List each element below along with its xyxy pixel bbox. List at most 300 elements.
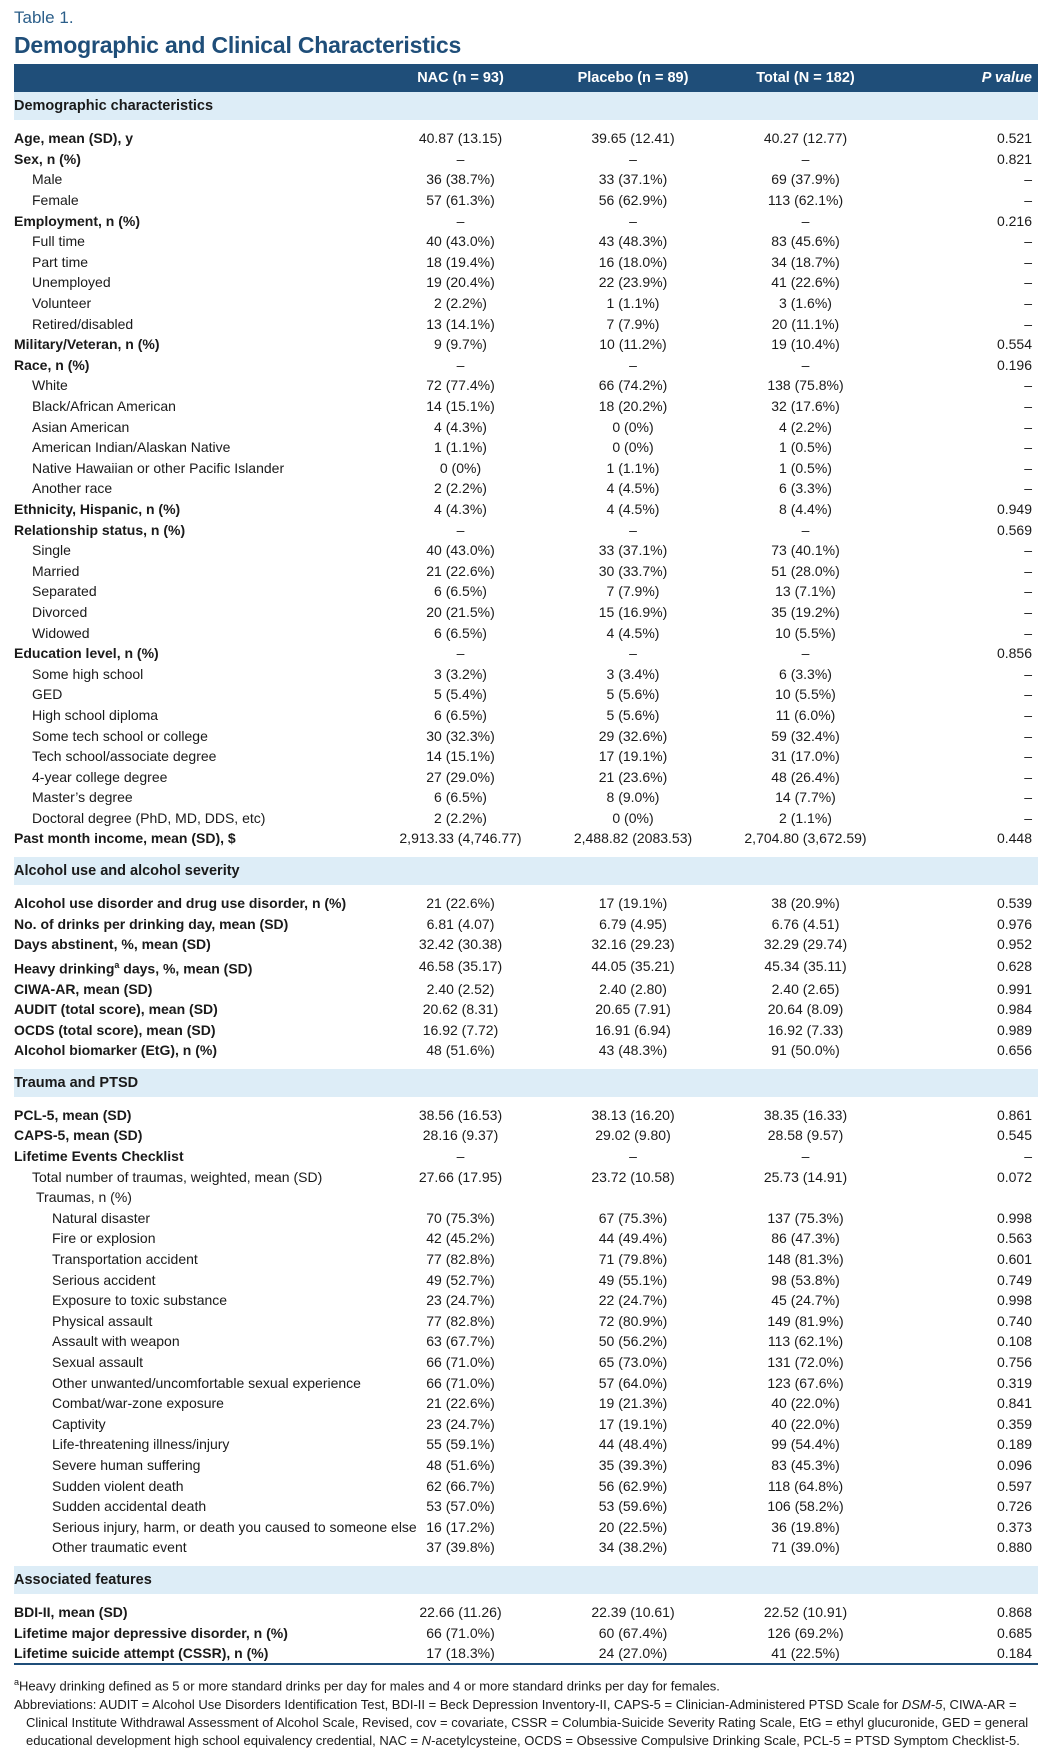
nac-value: 40.87 (13.15): [418, 130, 503, 147]
placebo-value: –: [629, 1148, 637, 1165]
placebo-value: 21 (23.6%): [598, 768, 668, 785]
row-label-text: Widowed: [32, 624, 90, 641]
p-value: 0.196: [996, 356, 1032, 373]
placebo-value: 33 (37.1%): [598, 171, 668, 188]
placebo-value: 0 (0%): [612, 439, 654, 456]
total-value: 40.27 (12.77): [763, 130, 848, 147]
table-row: [14, 478, 1038, 499]
characteristics-table: [14, 64, 1038, 1665]
nac-value: 21 (22.6%): [426, 895, 495, 912]
total-value: 113 (62.1%): [767, 192, 844, 209]
p-value: 0.373: [996, 1518, 1032, 1535]
table-row: [14, 128, 1038, 149]
nac-value: 48 (51.6%): [426, 1456, 495, 1473]
nac-value: 30 (32.3%): [426, 727, 495, 744]
table-row: [14, 978, 1038, 999]
table-row: [14, 519, 1038, 540]
placebo-value: 7 (7.9%): [606, 583, 660, 600]
placebo-value: –: [629, 521, 637, 538]
total-value: 10 (5.5%): [775, 624, 836, 641]
table-row: [14, 1602, 1038, 1623]
table-row: [14, 1434, 1038, 1455]
p-value: 0.554: [996, 336, 1032, 353]
row-label: [14, 766, 374, 787]
placebo-value: 50 (56.2%): [598, 1333, 668, 1350]
nac-value: 27 (29.0%): [426, 768, 495, 785]
row-label-text: Serious accident: [52, 1271, 156, 1288]
total-value: 138 (75.8%): [767, 377, 844, 394]
table-row: [14, 705, 1038, 726]
nac-value: 6.81 (4.07): [426, 915, 495, 932]
placebo-value: 23.72 (10.58): [591, 1168, 675, 1185]
row-label: [14, 602, 374, 623]
row-label-text: Race, n (%): [14, 356, 90, 373]
nac-value: 3 (3.2%): [434, 665, 487, 682]
placebo-value: 1 (1.1%): [606, 295, 660, 312]
row-label: [14, 293, 374, 314]
nac-value: 40 (43.0%): [426, 233, 495, 250]
p-value: 0.521: [996, 130, 1032, 147]
row-label-text: Education level, n (%): [14, 645, 159, 662]
p-value: –: [1024, 418, 1032, 435]
row-label: [14, 581, 374, 602]
total-value: 11 (6.0%): [775, 706, 836, 723]
placebo-value: 56 (62.9%): [598, 1477, 668, 1494]
row-label-text: Military/Veteran, n (%): [14, 336, 160, 353]
row-label: [14, 334, 374, 355]
row-label-text: Male: [32, 171, 63, 188]
total-value: 118 (64.8%): [767, 1477, 844, 1494]
section-header: [14, 92, 1038, 120]
total-value: 31 (17.0%): [771, 748, 840, 765]
nac-value: 23 (24.7%): [426, 1292, 495, 1309]
row-label: [14, 978, 374, 999]
p-value: 0.880: [996, 1539, 1032, 1556]
row-label-text: Life-threatening illness/injury: [52, 1436, 230, 1453]
p-value: 0.448: [996, 830, 1032, 847]
placebo-value: 0 (0%): [612, 418, 654, 435]
p-value: 0.601: [996, 1251, 1032, 1268]
row-label-text: Combat/war-zone exposure: [52, 1395, 224, 1412]
total-value: 20 (11.1%): [771, 315, 840, 332]
row-label-text: Past month income, mean (SD), $: [14, 830, 236, 847]
row-label: [14, 231, 374, 252]
total-value: –: [801, 645, 810, 662]
row-label-text: Tech school/associate degree: [32, 748, 217, 765]
row-label: [14, 787, 374, 808]
placebo-value: 22 (23.9%): [598, 274, 668, 291]
total-value: 86 (47.3%): [771, 1230, 840, 1247]
placebo-value: 10 (11.2%): [599, 336, 667, 353]
total-value: 32 (17.6%): [771, 398, 840, 415]
row-label: [14, 913, 374, 934]
total-value: 6 (3.3%): [779, 480, 832, 497]
row-label-text: CAPS-5, mean (SD): [14, 1127, 143, 1144]
p-value: 0.841: [996, 1395, 1032, 1412]
table-row: [14, 1228, 1038, 1249]
row-spacer: [14, 1097, 1038, 1105]
row-label: [14, 1269, 374, 1290]
total-value: 38.35 (16.33): [763, 1106, 848, 1123]
total-value: 45 (24.7%): [771, 1292, 840, 1309]
row-label-text: Married: [32, 562, 80, 579]
placebo-value: 60 (67.4%): [598, 1624, 668, 1641]
nac-value: 4 (4.3%): [434, 500, 487, 517]
header-p-value: P value: [892, 64, 1038, 92]
row-label: [14, 458, 374, 479]
row-label-text: Retired/disabled: [32, 315, 134, 332]
row-label: [14, 663, 374, 684]
total-value: –: [801, 212, 810, 229]
total-value: 40 (22.0%): [771, 1415, 840, 1432]
header-total: Total (N = 182): [719, 64, 892, 92]
table-row: [14, 1537, 1038, 1558]
row-label: [14, 149, 374, 170]
table-row: [14, 999, 1038, 1020]
nac-value: [374, 1187, 547, 1208]
row-label: [14, 478, 374, 499]
placebo-value: 44.05 (35.21): [591, 958, 675, 975]
nac-value: 66 (71.0%): [426, 1374, 495, 1391]
p-value: –: [1024, 583, 1032, 600]
nac-value: 2,913.33 (4,746.77): [399, 830, 522, 847]
row-label: [14, 252, 374, 273]
row-label: [14, 1249, 374, 1270]
p-value: 0.949: [996, 500, 1032, 517]
p-value: –: [1024, 171, 1032, 188]
row-label: [14, 725, 374, 746]
placebo-value: [547, 1187, 719, 1208]
p-value: –: [1024, 192, 1032, 209]
placebo-value: 66 (74.2%): [598, 377, 668, 394]
table-row: [14, 1311, 1038, 1332]
placebo-value: –: [629, 356, 637, 373]
total-value: 19 (10.4%): [771, 336, 840, 353]
footnote-a-text: Heavy drinking defined as 5 or more standard drinks per day for males and 4 or more standard drinks per day for females.: [19, 1678, 720, 1694]
row-label-text: Other unwanted/uncomfortable sexual experience: [52, 1374, 361, 1391]
total-value: 106 (58.2%): [767, 1498, 844, 1515]
placebo-value: 72 (80.9%): [598, 1312, 668, 1329]
p-value: 0.998: [996, 1209, 1032, 1226]
total-value: 69 (37.9%): [771, 171, 840, 188]
total-value: 6.76 (4.51): [771, 915, 840, 932]
section-title: Trauma and PTSD: [14, 1069, 1038, 1097]
p-value: 0.189: [996, 1436, 1032, 1453]
row-label: [14, 1455, 374, 1476]
p-value: –: [1024, 789, 1032, 806]
placebo-value: 57 (64.0%): [598, 1374, 668, 1391]
total-value: 123 (67.6%): [767, 1374, 844, 1391]
total-value: –: [801, 356, 810, 373]
row-label-text: Total number of traumas, weighted, mean (SD): [32, 1168, 323, 1185]
nac-value: 6 (6.5%): [434, 583, 487, 600]
row-label-text: Asian American: [32, 418, 130, 435]
footnote-marker: a: [114, 959, 120, 970]
row-label: [14, 519, 374, 540]
table-row: [14, 787, 1038, 808]
nac-value: 46.58 (35.17): [418, 958, 503, 975]
row-label-text: Female: [32, 192, 79, 209]
p-value: 0.756: [996, 1354, 1032, 1371]
table-label: Table 1.: [14, 8, 74, 27]
table-row: [14, 416, 1038, 437]
p-value: 0.319: [996, 1374, 1032, 1391]
row-label: [14, 499, 374, 520]
total-value: 8 (4.4%): [779, 500, 832, 517]
row-label: [14, 1372, 374, 1393]
p-value: –: [1024, 459, 1032, 476]
table-row: [14, 663, 1038, 684]
nac-value: 21 (22.6%): [426, 1395, 495, 1412]
placebo-value: 8 (9.0%): [606, 789, 660, 806]
p-value: 0.821: [996, 150, 1032, 167]
nac-value: 70 (75.3%): [426, 1209, 495, 1226]
placebo-value: 39.65 (12.41): [591, 130, 675, 147]
row-label-text: Sudden accidental death: [52, 1498, 207, 1515]
table-row: [14, 396, 1038, 417]
table-row: [14, 540, 1038, 561]
header-placebo: Placebo (n = 89): [547, 64, 719, 92]
row-label-text: American Indian/Alaskan Native: [32, 439, 231, 456]
row-label: [14, 746, 374, 767]
p-value: 0.726: [996, 1498, 1032, 1515]
table-row: [14, 725, 1038, 746]
table-row: [14, 1249, 1038, 1270]
p-value: 0.108: [996, 1333, 1032, 1350]
row-label: [14, 705, 374, 726]
row-label-text: OCDS (total score), mean (SD): [14, 1021, 216, 1038]
row-label-text: Divorced: [32, 603, 88, 620]
p-value: 0.072: [996, 1168, 1032, 1185]
row-label-text: Transportation accident: [52, 1251, 198, 1268]
table-row: [14, 828, 1038, 849]
abbrev-part-3: -acetylcysteine, OCDS = Obsessive Compulsive Drinking Scale, PCL-5 = PTSD Symptom Checklist-5.: [431, 1732, 1020, 1748]
table-row: [14, 1352, 1038, 1373]
section-header: [14, 1566, 1038, 1594]
total-value: 1 (0.5%): [779, 459, 832, 476]
p-value: 0.856: [996, 645, 1032, 662]
row-label: [14, 375, 374, 396]
placebo-value: 56 (62.9%): [598, 192, 668, 209]
placebo-value: 17 (19.1%): [598, 748, 668, 765]
placebo-value: 38.13 (16.20): [591, 1106, 675, 1123]
row-label-rest: days, %, mean (SD): [119, 960, 253, 977]
p-value: 0.984: [996, 1001, 1032, 1018]
p-value: 0.216: [996, 212, 1032, 229]
total-value: 45.34 (35.11): [764, 958, 847, 975]
row-label: [14, 808, 374, 829]
total-value: 2 (1.1%): [779, 809, 832, 826]
abbrev-part-2: , CIWA-AR = Clinical Institute Withdrawal Assessment of Alcohol Scale, Revised, cov = covariate, CSSR = Columbia-Suicide Severity Rating Scale, EtG = ethyl glucuronide, GED = general educational development high school equivalency credential, NAC =: [26, 1696, 1029, 1748]
row-spacer: [14, 120, 1038, 128]
total-value: 34 (18.7%): [771, 253, 840, 270]
footnote-a-marker: a: [14, 1677, 20, 1688]
placebo-value: 4 (4.5%): [606, 480, 660, 497]
total-value: 25.73 (14.91): [763, 1168, 848, 1185]
nac-value: 13 (14.1%): [426, 315, 495, 332]
row-label-text: Lifetime major depressive disorder, n (%): [14, 1624, 288, 1641]
table-row: [14, 1290, 1038, 1311]
placebo-value: –: [629, 150, 637, 167]
table-row: [14, 499, 1038, 520]
nac-value: –: [456, 356, 465, 373]
row-label-text: Some tech school or college: [32, 727, 208, 744]
row-label: [14, 416, 374, 437]
total-value: 83 (45.3%): [771, 1456, 840, 1473]
p-value: [892, 1187, 1038, 1208]
row-spacer: [14, 1594, 1038, 1602]
table-row: [14, 622, 1038, 643]
table-footnotes: [14, 1673, 1038, 1749]
table-row: [14, 955, 1038, 979]
total-value: 1 (0.5%): [779, 439, 832, 456]
row-spacer: [14, 1061, 1038, 1069]
p-value: –: [1024, 748, 1032, 765]
row-label: [14, 1643, 374, 1665]
table-row: [14, 913, 1038, 934]
row-label: [14, 1208, 374, 1229]
table-row: [14, 746, 1038, 767]
placebo-value: 65 (73.0%): [598, 1354, 668, 1371]
table-row: [14, 1372, 1038, 1393]
placebo-value: 20.65 (7.91): [595, 1001, 671, 1018]
table-row: [14, 1414, 1038, 1435]
row-label-text: Some high school: [32, 665, 144, 682]
total-value: 48 (26.4%): [771, 768, 840, 785]
row-label-text: Serious injury, harm, or death you caused to someone else: [52, 1518, 417, 1535]
p-value: 0.184: [892, 1643, 1038, 1665]
abbrev-italic-1: DSM-5: [901, 1696, 943, 1712]
table-row: [14, 293, 1038, 314]
total-value: 10 (5.5%): [775, 686, 836, 703]
header-blank: [14, 64, 374, 92]
p-value: –: [1024, 480, 1032, 497]
total-value: 41 (22.5%): [719, 1643, 892, 1665]
total-value: 13 (7.1%): [775, 583, 836, 600]
nac-value: 9 (9.7%): [434, 336, 487, 353]
nac-value: 6 (6.5%): [434, 624, 487, 641]
row-label-text: Sudden violent death: [52, 1477, 184, 1494]
total-value: 32.29 (29.74): [763, 936, 848, 953]
p-value: –: [1024, 233, 1032, 250]
row-label: [14, 828, 374, 849]
p-value: 0.563: [996, 1230, 1032, 1247]
total-value: 4 (2.2%): [779, 418, 832, 435]
p-value: 0.656: [996, 1042, 1032, 1059]
p-value: 0.685: [996, 1624, 1032, 1641]
total-value: 41 (22.6%): [771, 274, 840, 291]
row-label: [14, 1414, 374, 1435]
row-label-text: CIWA-AR, mean (SD): [14, 980, 153, 997]
placebo-value: 43 (48.3%): [598, 1042, 668, 1059]
total-value: 83 (45.6%): [771, 233, 840, 250]
row-label: [14, 1166, 374, 1187]
nac-value: 49 (52.7%): [426, 1271, 495, 1288]
nac-value: –: [456, 1148, 465, 1165]
p-value: –: [1024, 1148, 1032, 1165]
nac-value: 57 (61.3%): [426, 192, 495, 209]
row-label-text: Severe human suffering: [52, 1456, 201, 1473]
p-value: –: [1024, 542, 1032, 559]
row-label-text: Alcohol use disorder and drug use disorder, n (%): [14, 895, 347, 912]
row-label-text: Other traumatic event: [52, 1539, 187, 1556]
table-row: [14, 231, 1038, 252]
row-label-text: Native Hawaiian or other Pacific Islander: [32, 459, 285, 476]
p-value: –: [1024, 727, 1032, 744]
row-label: [14, 1475, 374, 1496]
table-row: [14, 1475, 1038, 1496]
nac-value: 19 (20.4%): [426, 274, 495, 291]
nac-value: 27.66 (17.95): [418, 1168, 503, 1185]
nac-value: 2.40 (2.52): [426, 980, 495, 997]
row-label: [14, 1146, 374, 1167]
row-label: [14, 540, 374, 561]
total-value: 126 (69.2%): [767, 1624, 844, 1641]
p-value: 0.539: [996, 895, 1032, 912]
row-label-text: GED: [32, 686, 63, 703]
row-label: [14, 355, 374, 376]
row-label: [14, 1352, 374, 1373]
placebo-value: 53 (59.6%): [598, 1498, 668, 1515]
footnote-abbreviations: [14, 1696, 1038, 1750]
row-label: [14, 272, 374, 293]
placebo-value: 4 (4.5%): [606, 500, 660, 517]
row-label: [14, 934, 374, 955]
table-row: [14, 272, 1038, 293]
nac-value: 32.42 (30.38): [418, 936, 503, 953]
placebo-value: 19 (21.3%): [598, 1395, 668, 1412]
placebo-value: 29 (32.6%): [598, 727, 668, 744]
placebo-value: 30 (33.7%): [598, 562, 668, 579]
header-nac: NAC (n = 93): [374, 64, 547, 92]
table-row: [14, 458, 1038, 479]
nac-value: –: [456, 212, 465, 229]
row-label-text: Single: [32, 542, 71, 559]
table-row: [14, 1393, 1038, 1414]
placebo-value: 5 (5.6%): [606, 706, 660, 723]
table-row: [14, 1516, 1038, 1537]
total-value: 3 (1.6%): [779, 295, 832, 312]
row-label: [14, 1040, 374, 1061]
total-value: 131 (72.0%): [767, 1354, 844, 1371]
row-label: [14, 999, 374, 1020]
total-value: –: [801, 150, 810, 167]
nac-value: 18 (19.4%): [426, 253, 495, 270]
nac-value: 0 (0%): [439, 459, 482, 476]
p-value: 0.628: [996, 958, 1032, 975]
placebo-value: –: [629, 645, 637, 662]
p-value: –: [1024, 398, 1032, 415]
placebo-value: 2.40 (2.80): [599, 980, 667, 997]
row-label-text: Fire or explosion: [52, 1230, 156, 1247]
p-value: –: [1024, 439, 1032, 456]
row-label-text: PCL-5, mean (SD): [14, 1106, 132, 1123]
nac-value: 66 (71.0%): [426, 1624, 495, 1641]
placebo-value: 34 (38.2%): [598, 1539, 668, 1556]
placebo-value: 44 (48.4%): [598, 1436, 668, 1453]
row-label-text: High school diploma: [32, 706, 159, 723]
table-row: [14, 766, 1038, 787]
nac-value: 22.66 (11.26): [419, 1603, 502, 1620]
table-row: [14, 808, 1038, 829]
total-value: 38 (20.9%): [771, 895, 840, 912]
nac-value: 36 (38.7%): [426, 171, 495, 188]
placebo-value: 32.16 (29.23): [591, 936, 675, 953]
row-label: [14, 437, 374, 458]
row-label-text: Volunteer: [32, 295, 92, 312]
table-row: [14, 437, 1038, 458]
total-value: 91 (50.0%): [771, 1042, 840, 1059]
